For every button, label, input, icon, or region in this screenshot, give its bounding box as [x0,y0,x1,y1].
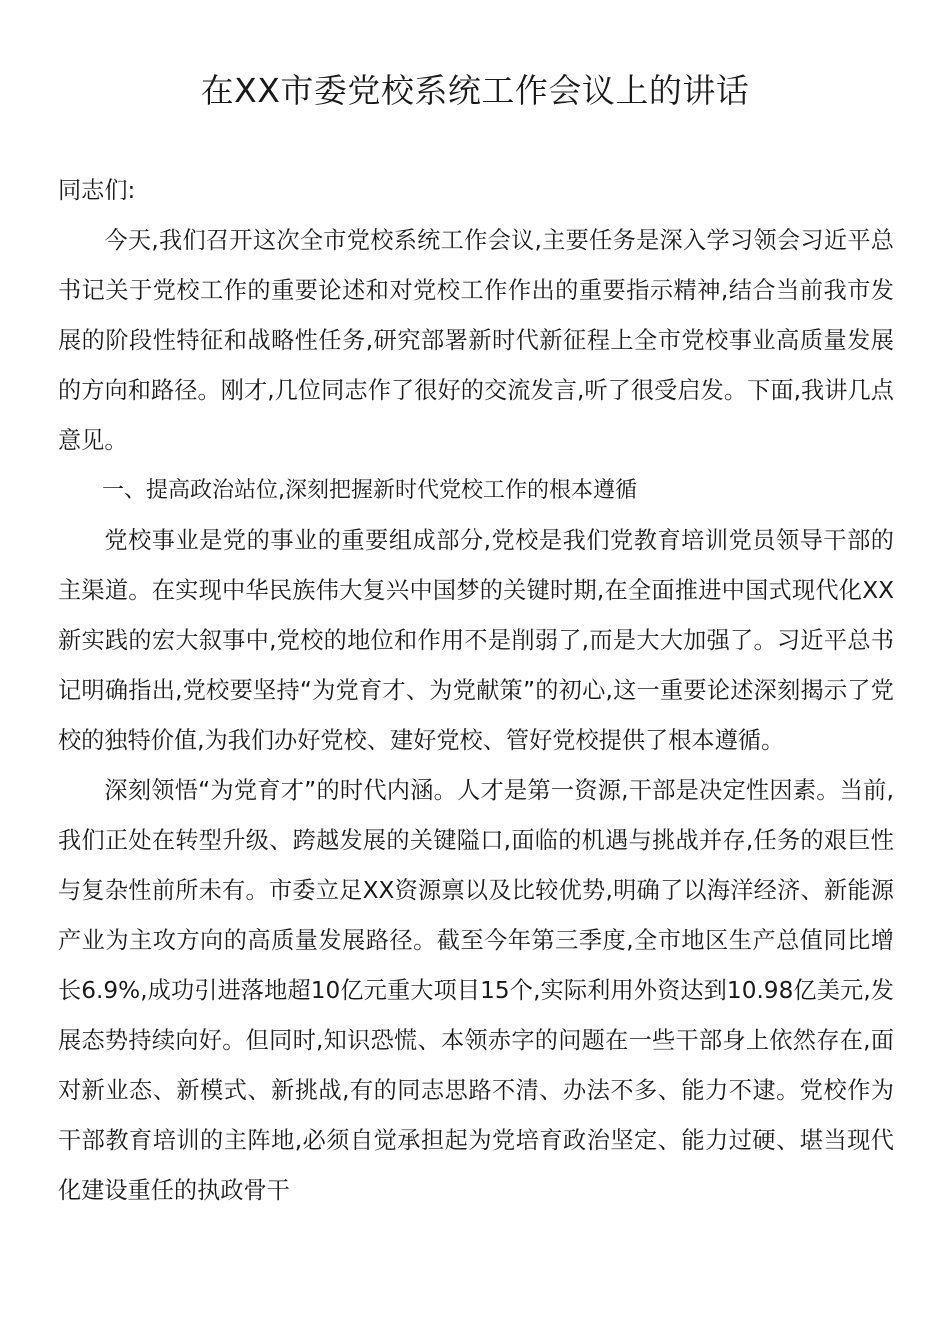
salutation: 同志们: [58,177,136,204]
paragraph-cultivate-talent: 深刻领悟“为党育才”的时代内涵。人才是第一资源,干部是决定性因素。当前,我们正处在转型升级、跨越发展的关键隘口,面临的机遇与挑战并存,任务的艰巨性与复杂性前所未有。市委立足XX资源禀以及比较优势,明确了以海洋经济、新能源产业为主攻方向的高质量发展路径。截至今年第三季度,全市地区生产总值同比增长6.9%,成功引进落地超10亿元重大项目15个,实际利用外资达到10.98亿美元,发展态势持续向好。但同时,知识恐慌、本领赤字的问题在一些干部身上依然存在,面对新业态、新模式、新挑战,有的同志思路不清、办法不多、能力不逮。党校作为干部教育培训的主阵地,必须自觉承担起为党培育政治坚定、能力过硬、堪当现代化建设重任的执政骨干 [58,777,894,1204]
paragraph-party-school-role: 党校事业是党的事业的重要组成部分,党校是我们党教育培训党员领导干部的主渠道。在实现中华民族伟大复兴中国梦的关键时期,在全面推进中国式现代化XX新实践的宏大叙事中,党校的地位和作用不是削弱了,而是大大加强了。习近平总书记明确指出,党校要坚持“为党育才、为党献策”的初心,这一重要论述深刻揭示了党校的独特价值,为我们办好党校、建好党校、管好党校提供了根本遵循。 [58,527,894,754]
paragraph-opening: 今天,我们召开这次全市党校系统工作会议,主要任务是深入学习领会习近平总书记关于党校工作的重要论述和对党校工作作出的重要指示精神,结合当前我市发展的阶段性特征和战略性任务,研究部署新时代新征程上全市党校事业高质量发展的方向和路径。刚才,几位同志作了很好的交流发言,听了很受启发。下面,我讲几点意见。 [58,227,894,454]
section-heading-1: 一、提高政治站位,深刻把握新时代党校工作的根本遵循 [102,478,637,503]
document-body [58,166,894,1216]
document-title: 在XX市委党校系统工作会议上的讲话 [200,71,750,110]
